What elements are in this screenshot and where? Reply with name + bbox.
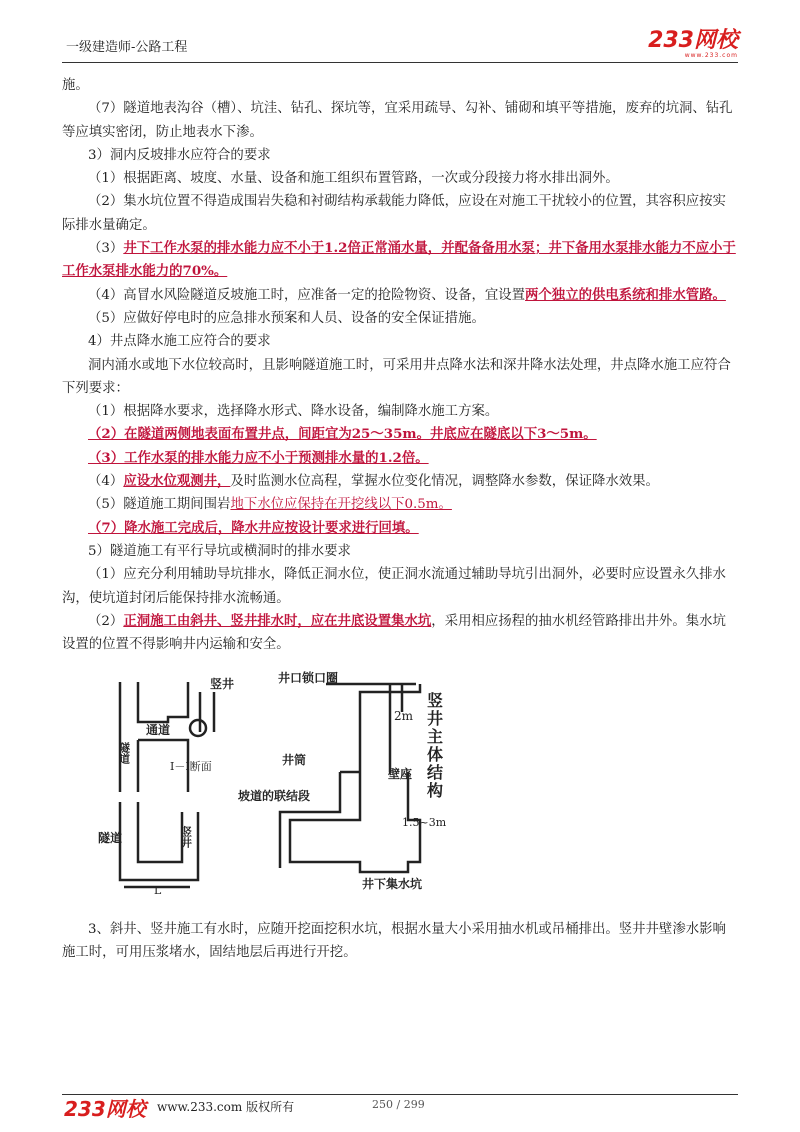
brand-logo-sub: www.233.com	[684, 52, 738, 59]
label-2m: 2m	[394, 709, 414, 723]
label-sump: 井下集水坑	[362, 877, 423, 891]
paragraph	[62, 517, 738, 540]
paragraph: （1）根据降水要求，选择降水形式、降水设备，编制降水施工方案。	[88, 404, 499, 420]
label-shaft: 竖井	[210, 677, 235, 691]
paragraph: （2）集水坑位置不得造成围岩失稳和衬砌结构承载能力降低，应设在对施工干扰较小的位置，其容积应按实际排水量确定。	[62, 194, 726, 233]
label-shaft-2: 竖井	[179, 826, 193, 848]
highlight-text: 正洞施工由斜井、竖井排水时，应在井底设置集水坑	[123, 612, 432, 629]
highlight-text: 两个独立的供电系统和排水管路。	[525, 286, 726, 303]
paragraph-text: 及时监测水位高程，掌握水位变化情况，调整降水参数，保证降水效果。	[230, 474, 659, 490]
label-passage: 通道	[146, 723, 171, 737]
label-seat: 壁座	[388, 767, 413, 781]
highlight-text: （3）工作水泵的排水能力应不小于预测排水量的1.2倍。	[88, 449, 429, 466]
label-link: 坡道的联结段	[238, 789, 311, 803]
section-heading: 3）洞内反坡排水应符合的要求	[88, 147, 271, 163]
paragraph: （1）应充分利用辅助导坑排水，降低正洞水位，使正洞水流通过辅助导坑引出洞外，必要时应设置永久排水沟，使坑道封闭后能保持排水流畅通。	[62, 567, 726, 606]
paragraph: （7）隧道地表沟谷（槽）、坑洼、钻孔、探坑等，宜采用疏导、勾补、铺砌和填平等措施，废弃的坑洞、钻孔等应填实密闭，防止地表水下渗。	[62, 101, 733, 140]
brand-logo-text: 233网校	[648, 28, 738, 53]
paragraph-text: （4）高冒水风险隧道反坡施工时，应准备一定的抢险物资、设备，宜设置	[88, 287, 526, 303]
paragraph: 施。	[62, 78, 89, 93]
paragraph	[62, 447, 738, 470]
doc-title: 一级建造师-公路工程	[66, 40, 188, 55]
paragraph: 洞内涌水或地下水位较高时，且影响隧道施工时，可采用井点降水法和深井降水法处理，井点降水施工应符合下列要求：	[62, 357, 731, 396]
item-number: （2）	[88, 613, 124, 629]
left-diagram-lines	[117, 682, 214, 887]
paragraph	[62, 237, 738, 284]
label-section: Ⅰ－Ⅰ断面	[170, 760, 212, 773]
label-collar: 井口锁口圈	[278, 671, 339, 685]
label-tunnel-2: 隧道	[98, 831, 123, 845]
label-barrel: 井筒	[282, 753, 307, 767]
label-tunnel: 隧道	[117, 742, 131, 764]
highlight-text: （2）在隧道两侧地表面布置井点，间距宜为25～35m。井底应在隧底以下3～5m。	[88, 426, 597, 443]
highlight-text: （7）降水施工完成后，降水井应按设计要求进行回填。	[88, 519, 419, 536]
document-body	[62, 74, 738, 656]
paragraph	[62, 470, 738, 493]
paragraph	[62, 423, 738, 446]
paragraph	[62, 284, 738, 307]
page-number: 250 / 299	[372, 1098, 425, 1111]
shaft-drainage-figure	[90, 662, 690, 902]
paragraph-final	[62, 918, 738, 965]
header-divider	[62, 62, 738, 63]
highlight-text: 井下工作水泵的排水能力应不小于1.2倍正常涌水量，并配备备用水泵；井下备用水泵排水能力不应小于工作水泵排水能力的70%。	[62, 240, 736, 280]
highlight-text: 应设水位观测井，	[123, 473, 231, 490]
brand-logo	[648, 30, 738, 60]
item-number: （4）	[88, 474, 124, 490]
label-main-structure: 竖井主体结构	[424, 692, 444, 800]
footer-site: www.233.com 版权所有	[157, 1100, 295, 1114]
paragraph: （5）应做好停电时的应急排水预案和人员、设备的安全保证措施。	[88, 310, 485, 326]
paragraph-text: （5）隧道施工期间围岩	[88, 497, 231, 513]
paragraph	[62, 493, 738, 516]
section-heading: 4）井点降水施工应符合的要求	[88, 334, 271, 350]
paragraph-text: ，采用相应扬程的抽水机经管路排出井外。集水坑设置的位置不得影响井内运输和安全。	[62, 613, 726, 653]
page-header	[62, 30, 738, 60]
paragraph: 3、斜井、竖井施工有水时，应随开挖面挖积水坑，根据水量大小采用抽水机或吊桶排出。竖井井壁渗水影响施工时，可用压浆堵水，固结地层后再进行开挖。	[62, 922, 726, 961]
label-depth: 1.5~3m	[402, 816, 447, 829]
label-L: L	[154, 884, 162, 897]
item-number: （3）	[88, 241, 124, 257]
paragraph	[62, 610, 738, 657]
paragraph: （1）根据距离、坡度、水量、设备和施工组织布置管路，一次或分段接力将水排出洞外。	[88, 171, 619, 187]
footer-divider	[62, 1094, 738, 1095]
section-heading: 5）隧道施工有平行导坑或横洞时的排水要求	[88, 543, 351, 559]
highlight-text: 地下水位应保持在开挖线以下0.5m。	[230, 497, 452, 513]
footer-logo: 233网校	[64, 1097, 146, 1121]
shaft-diagram	[90, 662, 690, 902]
